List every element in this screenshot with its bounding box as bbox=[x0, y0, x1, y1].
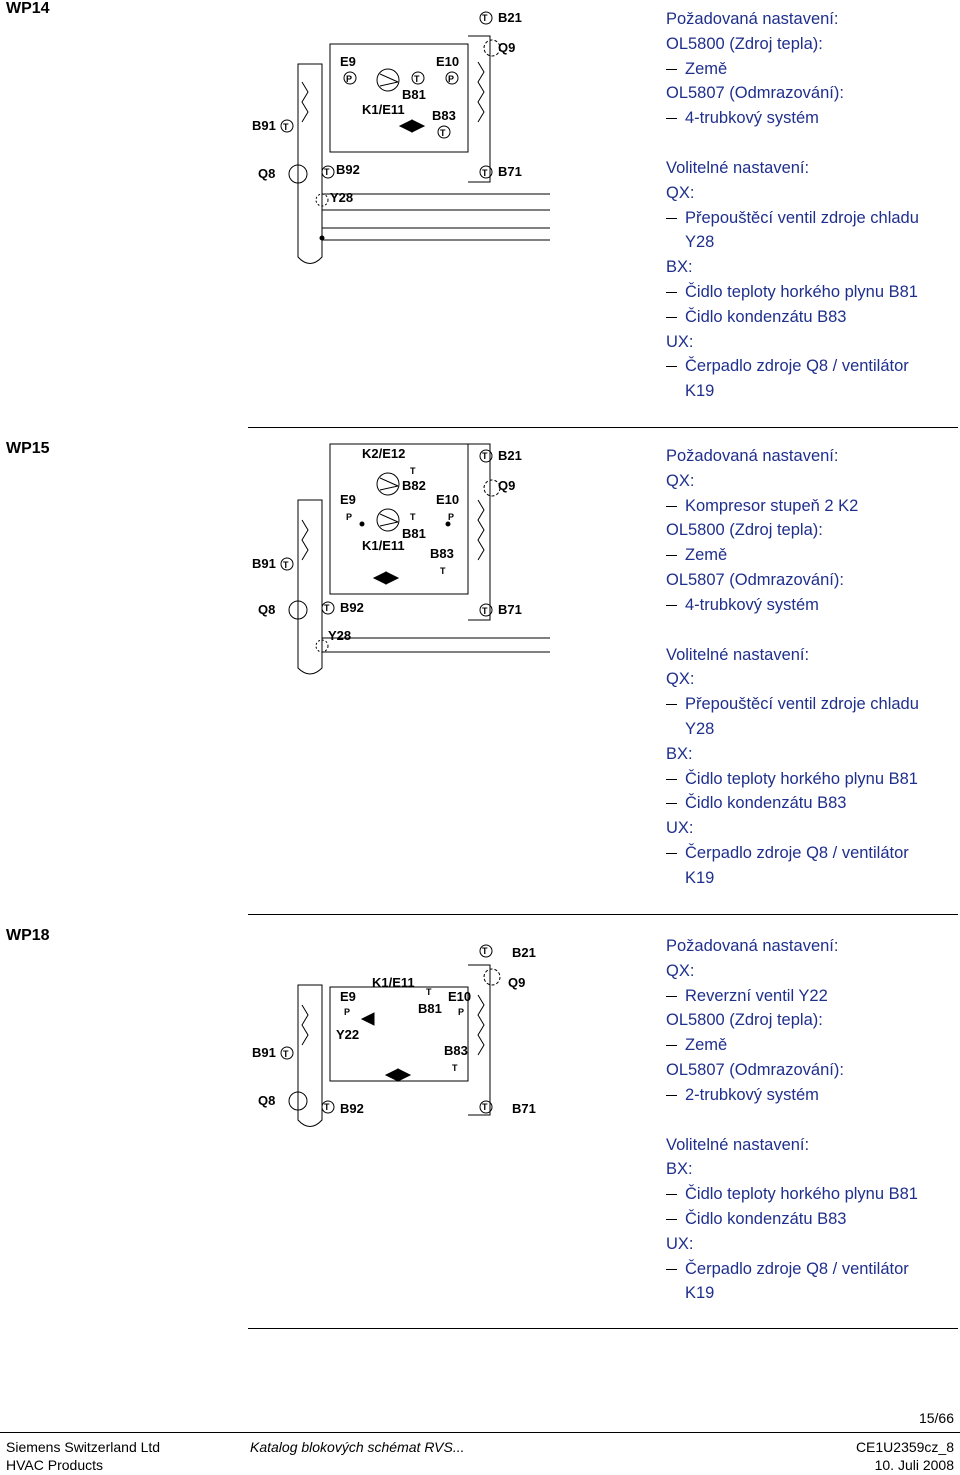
wp15-o2: BX: bbox=[666, 744, 693, 763]
wp18-b83: B83 bbox=[444, 1043, 468, 1058]
wp14-r2-item: 4-trubkový systém bbox=[666, 106, 919, 131]
wp18-b21-t: T bbox=[482, 946, 488, 956]
wp18-optional-title: Volitelné nastavení: bbox=[666, 1135, 810, 1154]
wp18-r1-item: Země bbox=[666, 1033, 918, 1058]
wp14-b83-t: T bbox=[440, 128, 446, 138]
wp14-e10-p: P bbox=[448, 74, 455, 84]
wp18-b92-t: T bbox=[324, 1102, 330, 1112]
wp14-q8: Q8 bbox=[258, 166, 276, 181]
wp18-r0-item: Reverzní ventil Y22 bbox=[666, 984, 918, 1009]
divider-wp15 bbox=[248, 427, 958, 428]
wp18-e10: E10 bbox=[448, 989, 472, 1004]
page-number: 15/66 bbox=[918, 1410, 954, 1426]
wp18-b81: B81 bbox=[418, 1001, 442, 1016]
wp14-o1: QX: bbox=[666, 183, 695, 202]
wp15-k2: K2/E12 bbox=[362, 446, 406, 461]
wp14-optional-title: Volitelné nastavení: bbox=[666, 158, 810, 177]
wp14-b71-t: T bbox=[482, 168, 488, 178]
wp14-o1-item: Přepouštěcí ventil zdroje chladu bbox=[666, 206, 919, 231]
wp15-o3-cont: K19 bbox=[685, 868, 715, 887]
wp15-b92: B92 bbox=[340, 600, 364, 615]
wp18-b91: B91 bbox=[252, 1045, 276, 1060]
wp18-o2-item2: Čidlo kondenzátu B83 bbox=[666, 1207, 918, 1232]
wp15-b21: B21 bbox=[498, 448, 522, 463]
wp14-o2-item2: Čidlo kondenzátu B83 bbox=[666, 305, 919, 330]
wp15-q8: Q8 bbox=[258, 602, 276, 617]
wp14-diagram bbox=[250, 2, 550, 279]
wp15-r2-item: 4-trubkový systém bbox=[666, 593, 919, 618]
wp15-k1: K1/E11 bbox=[362, 538, 405, 553]
wp18-r1: OL5800 (Zdroj tepla): bbox=[666, 1011, 823, 1030]
wp15-o2-item1: Čidlo teploty horkého plynu B81 bbox=[666, 767, 919, 792]
wp18-b81-t: T bbox=[426, 987, 432, 997]
wp14-b21: B21 bbox=[498, 10, 522, 25]
wp14-b91: B91 bbox=[252, 118, 276, 133]
wp18-q8: Q8 bbox=[258, 1093, 276, 1108]
wp14-e9-p: P bbox=[346, 74, 353, 84]
wp18-k1: K1/E11 bbox=[372, 975, 415, 990]
wp15-e10-p: P bbox=[448, 512, 455, 522]
wp14-label: WP14 bbox=[6, 0, 50, 17]
wp14-k1: K1/E11 bbox=[362, 102, 405, 117]
wp14-q9: Q9 bbox=[498, 40, 516, 55]
wp15-b82-t: T bbox=[410, 466, 416, 476]
wp15-b92-t: T bbox=[324, 603, 330, 613]
wp18-settings bbox=[666, 934, 918, 1306]
wp18-q9: Q9 bbox=[508, 975, 526, 990]
wp15-required-title: Požadovaná nastavení: bbox=[666, 447, 839, 465]
wp15-b71: B71 bbox=[498, 602, 522, 617]
wp18-b83-t: T bbox=[452, 1063, 458, 1073]
wp15-b81-t: T bbox=[410, 512, 416, 522]
wp14-r1-item: Země bbox=[666, 57, 919, 82]
footer-division: HVAC Products bbox=[6, 1457, 103, 1473]
divider-end bbox=[248, 1328, 958, 1329]
wp18-o3-cont: K19 bbox=[685, 1284, 715, 1303]
wp15-b81: B81 bbox=[402, 526, 426, 541]
wp18-e9-p: P bbox=[344, 1007, 351, 1017]
wp15-r1: OL5800 (Zdroj tepla): bbox=[666, 521, 823, 540]
wp15-b91-t: T bbox=[283, 560, 289, 570]
wp14-r2: OL5807 (Odmrazování): bbox=[666, 84, 844, 103]
wp18-b71-t: T bbox=[482, 1102, 488, 1112]
wp15-r2: OL5807 (Odmrazování): bbox=[666, 570, 844, 589]
wp14-o3: UX: bbox=[666, 332, 694, 351]
wp18-b21: B21 bbox=[512, 945, 536, 960]
wp14-b81: B81 bbox=[402, 87, 426, 102]
wp18-r0: QX: bbox=[666, 961, 695, 980]
wp14-settings bbox=[666, 7, 919, 404]
wp18-r2-item: 2-trubkový systém bbox=[666, 1083, 918, 1108]
wp15-b82: B82 bbox=[402, 478, 426, 493]
wp15-e9-p: P bbox=[346, 512, 353, 522]
wp18-diagram bbox=[250, 935, 550, 1140]
wp14-required-title: Požadovaná nastavení: bbox=[666, 10, 839, 28]
wp15-diagram bbox=[250, 440, 550, 685]
wp18-o3-item: Čerpadlo zdroje Q8 / ventilátor bbox=[666, 1257, 918, 1282]
wp14-o2: BX: bbox=[666, 258, 693, 277]
wp15-r0: QX: bbox=[666, 471, 695, 490]
wp14-b92-t: T bbox=[324, 167, 330, 177]
wp15-settings bbox=[666, 444, 919, 891]
wp15-o3: UX: bbox=[666, 819, 694, 838]
wp18-label: WP18 bbox=[6, 927, 50, 944]
wp15-e9: E9 bbox=[340, 492, 356, 507]
wp18-b92: B92 bbox=[340, 1101, 364, 1116]
wp14-o3-item: Čerpadlo zdroje Q8 / ventilátor bbox=[666, 354, 919, 379]
wp18-required-title: Požadovaná nastavení: bbox=[666, 937, 839, 955]
wp18-y22: Y22 bbox=[336, 1027, 360, 1042]
wp15-b83-t: T bbox=[440, 566, 446, 576]
wp15-o2-item2: Čidlo kondenzátu B83 bbox=[666, 791, 919, 816]
wp14-b21-t: T bbox=[482, 13, 488, 23]
wp14-o2-item1: Čidlo teploty horkého plynu B81 bbox=[666, 280, 919, 305]
wp18-b71: B71 bbox=[512, 1101, 536, 1116]
wp15-e10: E10 bbox=[436, 492, 460, 507]
footer-catalog: Katalog blokových schémat RVS... bbox=[250, 1439, 465, 1455]
footer-doc-id: CE1U2359cz_8 bbox=[855, 1439, 954, 1455]
wp14-o1-cont: Y28 bbox=[685, 233, 715, 252]
wp15-o1-item: Přepouštěcí ventil zdroje chladu bbox=[666, 692, 919, 717]
wp18-b91-t: T bbox=[283, 1049, 289, 1059]
wp18-o3: UX: bbox=[666, 1234, 694, 1253]
wp15-b21-t: T bbox=[482, 451, 488, 461]
divider-wp18 bbox=[248, 914, 958, 915]
wp14-b83: B83 bbox=[432, 108, 456, 123]
wp15-b83: B83 bbox=[430, 546, 454, 561]
wp15-optional-title: Volitelné nastavení: bbox=[666, 645, 810, 664]
wp15-q9: Q9 bbox=[498, 478, 516, 493]
wp15-b71-t: T bbox=[482, 606, 488, 616]
wp14-e10: E10 bbox=[436, 54, 460, 69]
wp15-y28: Y28 bbox=[328, 628, 352, 643]
wp14-y28: Y28 bbox=[330, 190, 354, 205]
wp14-b92: B92 bbox=[336, 162, 360, 177]
footer-divider bbox=[0, 1432, 960, 1433]
wp14-b71: B71 bbox=[498, 164, 522, 179]
wp15-b91: B91 bbox=[252, 556, 276, 571]
wp14-e9: E9 bbox=[340, 54, 356, 69]
wp18-o2: BX: bbox=[666, 1160, 693, 1179]
wp15-o1: QX: bbox=[666, 670, 695, 689]
footer-company: Siemens Switzerland Ltd bbox=[6, 1439, 161, 1455]
wp15-o1-cont: Y28 bbox=[685, 719, 715, 738]
wp18-o2-item1: Čidlo teploty horkého plynu B81 bbox=[666, 1182, 918, 1207]
wp14-r1: OL5800 (Zdroj tepla): bbox=[666, 34, 823, 53]
wp18-r2: OL5807 (Odmrazování): bbox=[666, 1060, 844, 1079]
wp18-e10-p: P bbox=[458, 1007, 465, 1017]
wp14-b81-t: T bbox=[414, 74, 420, 84]
wp15-label: WP15 bbox=[6, 440, 50, 457]
wp14-b91-t: T bbox=[283, 122, 289, 132]
wp18-e9: E9 bbox=[340, 989, 356, 1004]
wp15-o3-item: Čerpadlo zdroje Q8 / ventilátor bbox=[666, 841, 919, 866]
wp14-o3-cont: K19 bbox=[685, 382, 715, 401]
footer-date: 10. Juli 2008 bbox=[874, 1457, 954, 1473]
wp15-r1-item: Země bbox=[666, 543, 919, 568]
wp15-r0-item: Kompresor stupeň 2 K2 bbox=[666, 494, 919, 519]
